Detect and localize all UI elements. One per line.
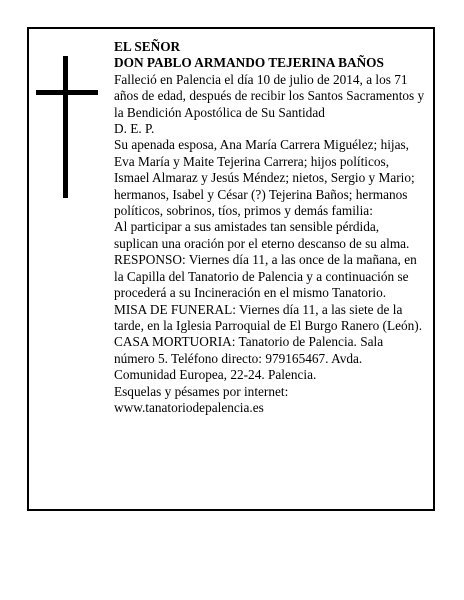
dep-text: D. E. P. xyxy=(114,121,155,137)
website-link: www.tanatoriodepalencia.es xyxy=(114,399,264,415)
cross-horizontal-bar xyxy=(36,90,98,95)
obituary-text xyxy=(114,39,426,416)
cross-icon xyxy=(36,56,98,198)
funeral-mass-info: MISA DE FUNERAL: Viernes día 11, a las siete de la tarde, en la Iglesia Parroquial de El Burgo Ranero (León). xyxy=(114,301,423,333)
condolences-label: Esquelas y pésames por internet: xyxy=(114,383,289,399)
family-paragraph: Su apenada esposa, Ana María Carrera Miguélez; hijas, Eva María y Maite Tejerina Carrera; hijos políticos, Ismael Almaraz y Jesús Méndez; nietos, Sergio y Mario; hermanos, Isabel y César (?) Tejerina Baños; hermanos políticos, sobrinos, tíos, primos y demás familia: xyxy=(114,137,415,219)
notice-title: EL SEÑOR xyxy=(114,39,181,54)
responso-info: RESPONSO: Viernes día 11, a las once de la mañana, en la Capilla del Tanatorio de Palencia y a continuación se procederá a su Incineración en el mismo Tanatorio. xyxy=(114,252,417,301)
mortuary-info: CASA MORTUORIA: Tanatorio de Palencia. Sala número 5. Teléfono directo: 979165467. Avda. Comunidad Europea, 22-24. Palencia. xyxy=(114,334,384,383)
cross-vertical-bar xyxy=(63,56,68,198)
deceased-name: DON PABLO ARMANDO TEJERINA BAÑOS xyxy=(114,55,384,71)
death-info: Falleció en Palencia el día 10 de julio de 2014, a los 71 años de edad, después de recibir los Santos Sacramentos y la Bendición Apostólica de Su Santidad xyxy=(114,71,425,120)
prayer-request: Al participar a sus amistades tan sensible pérdida, suplican una oración por el eterno descanso de su alma. xyxy=(114,219,410,251)
